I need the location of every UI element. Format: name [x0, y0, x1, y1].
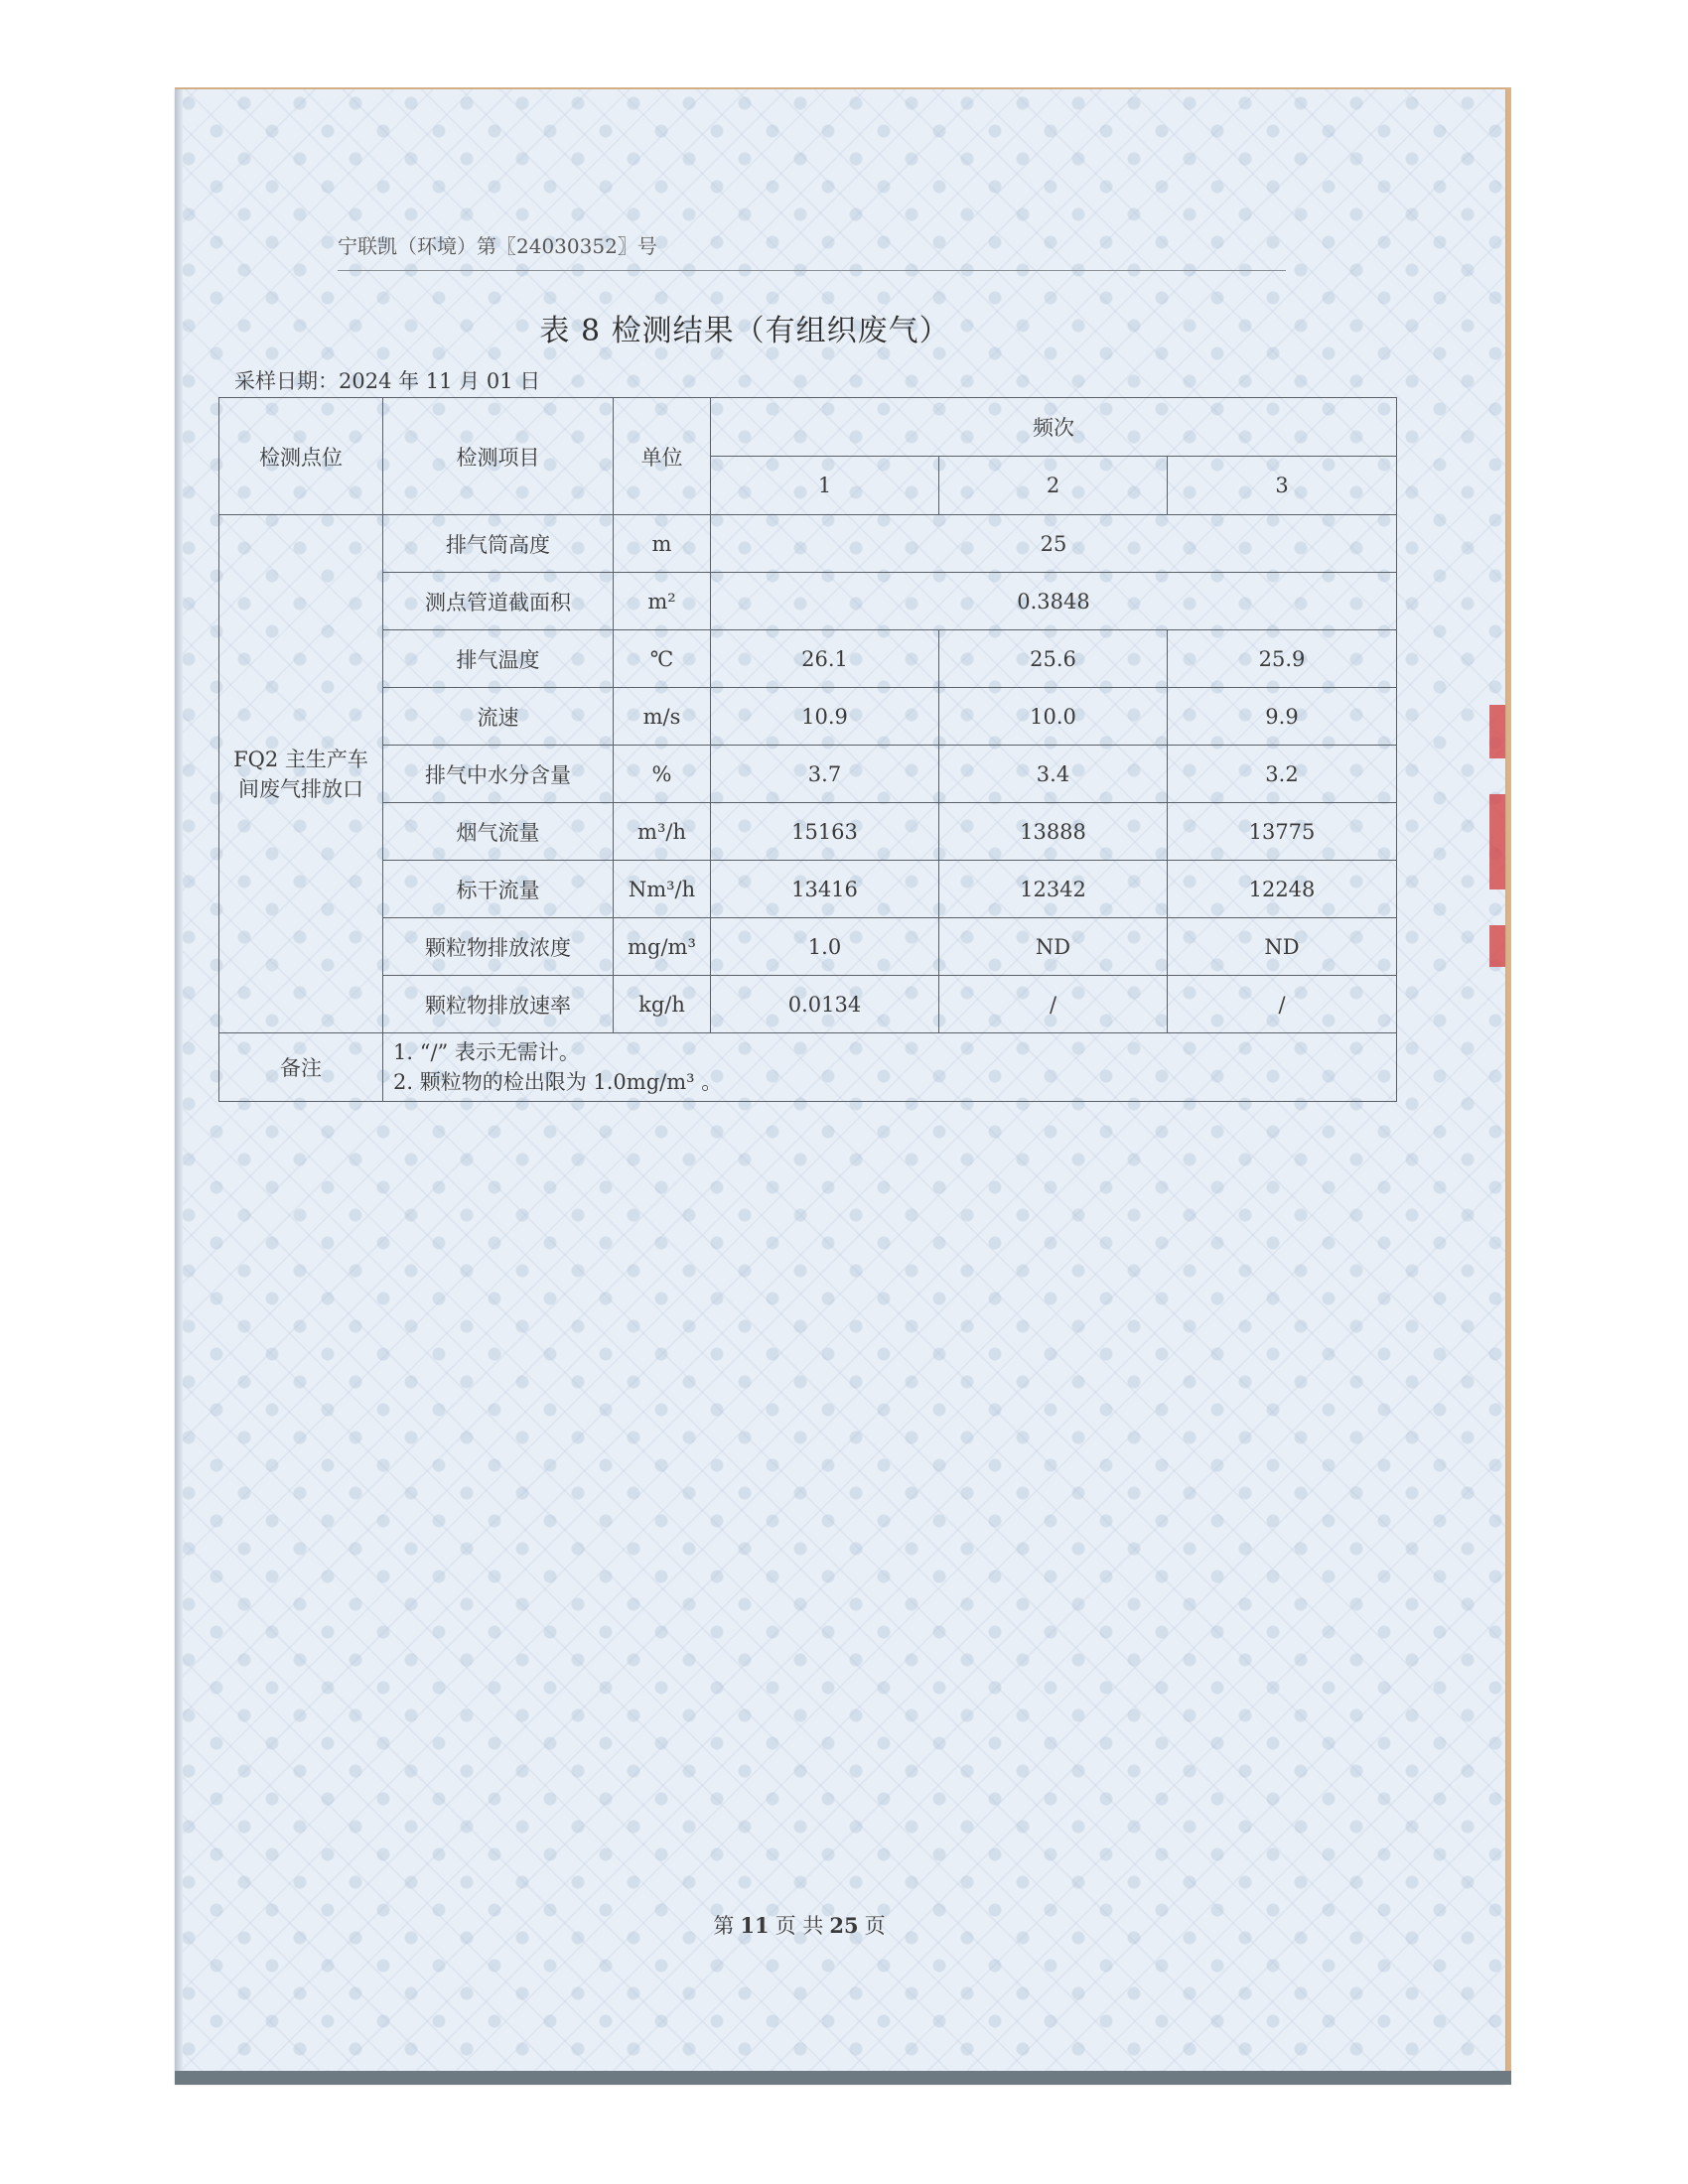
row-value-2: /: [939, 976, 1168, 1033]
seal-stamp-edge: [1489, 705, 1505, 1003]
row-item: 排气筒高度: [383, 515, 614, 573]
row-value-3: 3.2: [1168, 746, 1397, 803]
row-value-3: 9.9: [1168, 688, 1397, 746]
row-unit: Nm³/h: [614, 861, 711, 918]
page-suffix: 页: [864, 1914, 886, 1938]
sampling-date-value: 2024 年 11 月 01 日: [339, 369, 541, 393]
table-row: [219, 630, 1397, 688]
row-item: 颗粒物排放速率: [383, 976, 614, 1033]
row-unit: %: [614, 746, 711, 803]
row-value-3: ND: [1168, 918, 1397, 976]
row-value-2: 13888: [939, 803, 1168, 861]
page-total: 25: [829, 1913, 859, 1938]
row-item: 流速: [383, 688, 614, 746]
table-row: [219, 803, 1397, 861]
table-header-row: [219, 398, 1397, 457]
row-unit: ℃: [614, 630, 711, 688]
page-current: 11: [740, 1913, 770, 1938]
bottom-band: [175, 2071, 1511, 2085]
table-row: [219, 573, 1397, 630]
row-item: 烟气流量: [383, 803, 614, 861]
row-value-1: 0.0134: [711, 976, 939, 1033]
notes-label: 备注: [219, 1033, 383, 1102]
row-item: 颗粒物排放浓度: [383, 918, 614, 976]
note-1: 1. “/” 表示无需计。: [393, 1040, 580, 1064]
header-item: 检测项目: [383, 398, 614, 515]
row-value-2: 25.6: [939, 630, 1168, 688]
page-number: [0, 1910, 1599, 1940]
header-frequency: 频次: [711, 398, 1397, 457]
table-row: [219, 515, 1397, 573]
header-freq-2: 2: [939, 457, 1168, 515]
row-merged-value: 0.3848: [711, 573, 1397, 630]
table-row: [219, 861, 1397, 918]
sampling-date-label: 采样日期：: [234, 369, 339, 393]
row-merged-value: 25: [711, 515, 1397, 573]
table-row: [219, 746, 1397, 803]
table-row: [219, 688, 1397, 746]
row-value-1: 1.0: [711, 918, 939, 976]
binding-fold: [175, 89, 183, 2085]
row-value-1: 26.1: [711, 630, 939, 688]
header-point: 检测点位: [219, 398, 383, 515]
notes-content: [383, 1033, 1397, 1102]
row-unit: m: [614, 515, 711, 573]
table-title: 表 8 检测结果（有组织废气）: [539, 314, 950, 348]
row-value-1: 13416: [711, 861, 939, 918]
page-prefix: 第: [713, 1914, 735, 1938]
header-unit: 单位: [614, 398, 711, 515]
row-unit: m³/h: [614, 803, 711, 861]
header-divider: [338, 270, 1286, 271]
row-value-3: 25.9: [1168, 630, 1397, 688]
row-unit: m/s: [614, 688, 711, 746]
row-value-1: 10.9: [711, 688, 939, 746]
row-item: 排气温度: [383, 630, 614, 688]
row-value-2: ND: [939, 918, 1168, 976]
row-item: 标干流量: [383, 861, 614, 918]
row-unit: m²: [614, 573, 711, 630]
row-value-2: 3.4: [939, 746, 1168, 803]
row-value-1: 3.7: [711, 746, 939, 803]
row-value-1: 15163: [711, 803, 939, 861]
sampling-date: [234, 365, 540, 395]
row-value-3: /: [1168, 976, 1397, 1033]
header-freq-1: 1: [711, 457, 939, 515]
report-number: 宁联凯（环境）第〖24030352〗号: [338, 234, 657, 258]
row-unit: mg/m³: [614, 918, 711, 976]
header-freq-3: 3: [1168, 457, 1397, 515]
note-2: 2. 颗粒物的检出限为 1.0mg/m³ 。: [393, 1070, 723, 1094]
row-item: 测点管道截面积: [383, 573, 614, 630]
page-middle: 页 共: [774, 1914, 824, 1938]
notes-row: [219, 1033, 1397, 1102]
row-unit: kg/h: [614, 976, 711, 1033]
row-value-2: 10.0: [939, 688, 1168, 746]
row-value-2: 12342: [939, 861, 1168, 918]
point-name: FQ2 主生产车间废气排放口: [219, 515, 383, 1033]
row-value-3: 12248: [1168, 861, 1397, 918]
row-item: 排气中水分含量: [383, 746, 614, 803]
row-value-3: 13775: [1168, 803, 1397, 861]
table-row: [219, 918, 1397, 976]
table-row: [219, 976, 1397, 1033]
results-table: [218, 397, 1397, 1102]
